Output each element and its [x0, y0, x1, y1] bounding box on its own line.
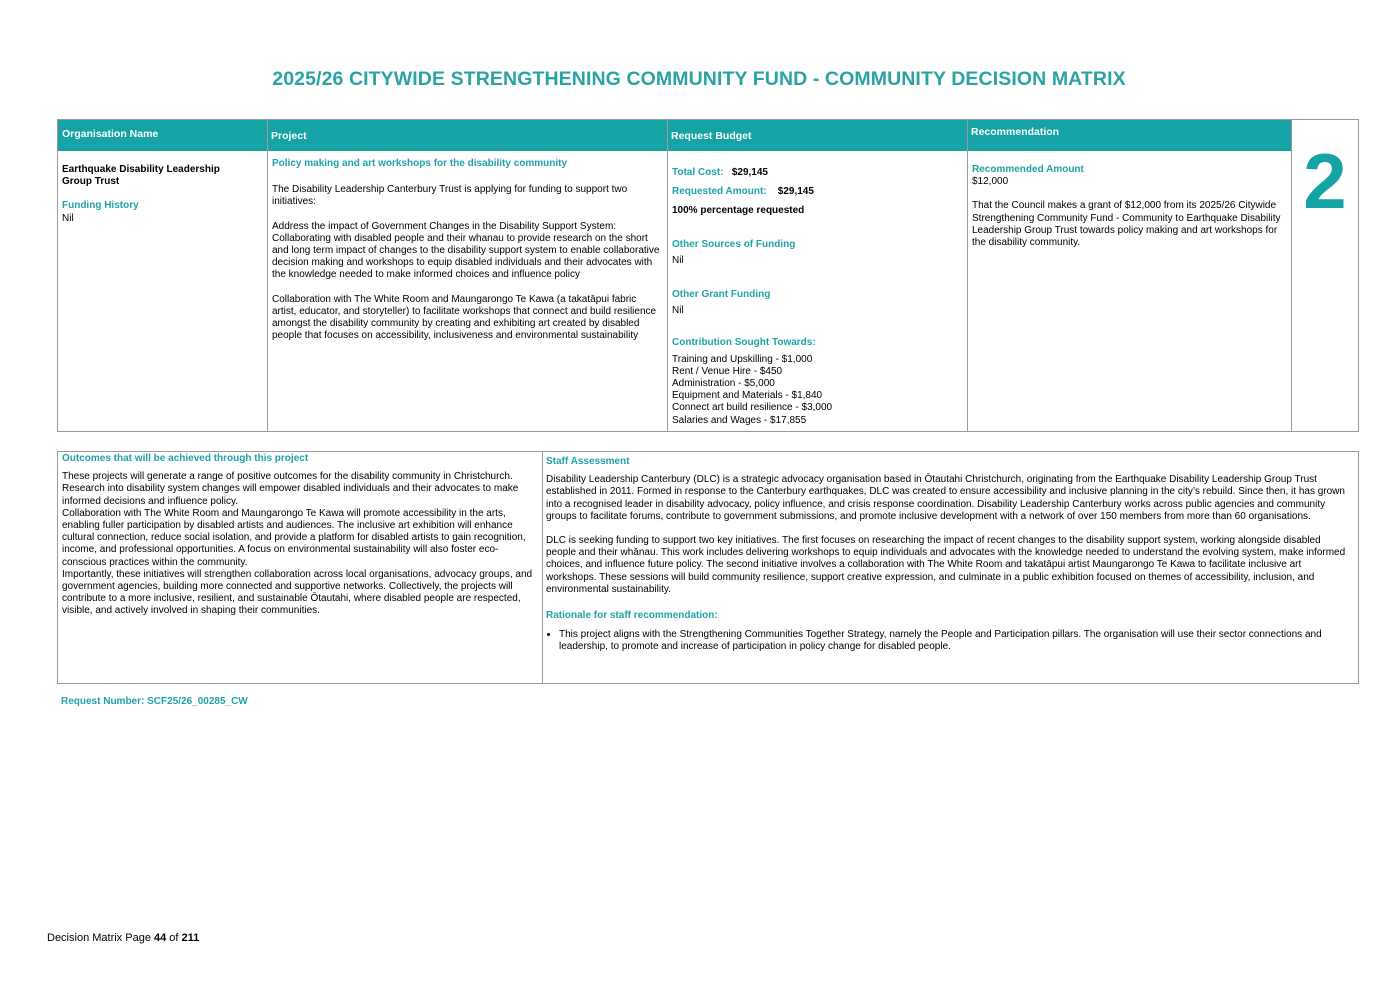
- budget-cell: [668, 151, 967, 431]
- header-recommendation: Recommendation: [967, 120, 1291, 151]
- organisation-name-line2: Group Trust: [62, 176, 120, 188]
- organisation-cell: [58, 151, 267, 431]
- other-sources-label: Other Sources of Funding: [672, 238, 796, 250]
- other-grant-label: Other Grant Funding: [672, 289, 771, 301]
- staff-assessment-cell: [546, 456, 1352, 654]
- staff-assessment-para1: Disability Leadership Canterbury (DLC) is a strategic advocacy organisation based in Ōtautahi Christchurch, originating from the Earthquake Disability Leadership Group Trust established in 2011. Formed in response to the Canterbury earthquakes, DLC was created to ensure accessibility and inclusive planning in the city’s rebuild. Since then, it has grown into a recognised leader in disability advocacy, policy influence, and crisis response coordination. Disability Leadership Canterbury works across public agencies and community groups to facilitate forums, contribute to government submissions, and promote inclusive development with a network of over 150 members from more than 60 organisations.: [546, 474, 1345, 522]
- organisation-name-line1: Earthquake Disability Leadership: [62, 164, 220, 175]
- other-grant-value: Nil: [672, 305, 684, 317]
- percentage-requested: 100% percentage requested: [672, 205, 805, 217]
- contribution-item: Salaries and Wages - $17,855: [672, 414, 807, 426]
- request-number: Request Number: SCF25/26_00285_CW: [61, 696, 248, 707]
- contribution-list: [672, 354, 963, 427]
- outcomes-label: Outcomes that will be achieved through this project: [62, 453, 309, 464]
- recommendation-text: That the Council makes a grant of $12,000 from its 2025/26 Citywide Strengthening Community Fund - Community to Earthquake Disability Leadership Group Trust towards policy making and art workshops for the disability community.: [972, 200, 1281, 249]
- project-para2: Address the impact of Government Changes in the Disability Support System: Collaborating with disabled people and their whanau to provide research on the short and long term impact of changes to the disability support system to enable collaborative decision making and workshops to equip disabled individuals and their advocates with the knowledge needed to make informed choices and influence policy: [272, 220, 660, 281]
- footer-page-number: 44: [154, 932, 167, 944]
- outcomes-para3: Importantly, these initiatives will strengthen collaboration across local organisations, advocacy groups, and government agencies, building more connected and supportive networks. Collectively, the projects will contribute to a more inclusive, resilient, and sustainable Ōtautahi, where disabled people are respected, visible, and actively involved in shaping their communities.: [62, 568, 533, 617]
- funding-history-value: Nil: [62, 212, 74, 224]
- recommended-amount-label: Recommended Amount: [972, 164, 1084, 175]
- contribution-item: Administration - $5,000: [672, 378, 775, 390]
- header-organisation: Organisation Name: [58, 120, 267, 151]
- header-budget: Request Budget: [667, 120, 967, 151]
- contribution-item: Training and Upskilling - $1,000: [672, 353, 813, 365]
- page-footer: [47, 932, 199, 944]
- rationale-list: [546, 629, 1352, 653]
- recommendation-cell: [968, 151, 1291, 431]
- outcomes-para1: These projects will generate a range of positive outcomes for the disability community in Christchurch. Research into disability system changes will empower disabled individuals and their advocates to make informed decisions and influence policy.: [62, 471, 519, 507]
- contribution-label: Contribution Sought Towards:: [672, 337, 816, 349]
- project-para1: The Disability Leadership Canterbury Trust is applying for funding to support two initiatives:: [272, 184, 628, 208]
- total-cost-label: Total Cost:: [672, 167, 724, 178]
- footer-of: of: [166, 932, 182, 944]
- recommended-amount-value: $12,000: [972, 176, 1009, 188]
- outcomes-cell: [62, 453, 536, 618]
- funding-history-label: Funding History: [62, 200, 139, 212]
- staff-assessment-para2: DLC is seeking funding to support two key initiatives. The first focuses on researching the impact of recent changes to the disability support system, working alongside disabled people and their whānau. This work includes delivering workshops to equip individuals and advocates with the knowledge needed to understand the evolving system, make informed choices, and influence future policy. The second initiative involves a collaboration with The White Room and takatāpui artist Maungarongo Te Kawa to facilitate inclusive art workshops. These sessions will build community resilience, support creative expression, and culminate in a public exhibition focused on themes of accessibility, inclusion, and environmental sustainability.: [546, 535, 1346, 595]
- contribution-item: Rent / Venue Hire - $450: [672, 365, 783, 377]
- staff-assessment-label: Staff Assessment: [546, 456, 630, 467]
- requested-amount-label: Requested Amount:: [672, 186, 767, 198]
- footer-total-pages: 211: [181, 932, 200, 944]
- contribution-item: Connect art build resilience - $3,000: [672, 402, 833, 414]
- page-title: 2025/26 CITYWIDE STRENGTHENING COMMUNITY FUND - COMMUNITY DECISION MATRIX: [272, 68, 1126, 90]
- header-project: Project: [267, 120, 667, 151]
- total-cost-value: $29,145: [731, 167, 768, 178]
- decision-table: [57, 119, 1359, 432]
- contribution-item: Equipment and Materials - $1,840: [672, 390, 823, 402]
- rationale-item: • This project aligns with the Strengthening Communities Together Strategy, namely the People and Participation pillars. The organisation will use their sector connections and leadership, to promote and increase of participation in policy change for disabled people.: [559, 629, 1352, 653]
- column-divider: [542, 452, 543, 683]
- priority-number: 2: [1303, 137, 1347, 225]
- requested-amount-value: $29,145: [777, 186, 814, 198]
- footer-prefix: Decision Matrix Page: [47, 932, 154, 944]
- other-sources-value: Nil: [672, 254, 684, 266]
- project-title: Policy making and art workshops for the disability community: [272, 158, 568, 169]
- outcomes-para2: Collaboration with The White Room and Maungarongo Te Kawa will promote accessibility in the arts, enabling fuller participation by disabled artists and audiences. The inclusive art exhibition will enhance cultural connection, reduce social isolation, and provide a platform for disabled artists to gain recognition, income, and professional opportunities. A focus on environmental sustainability will also foster eco-conscious practices within the community.: [62, 507, 526, 568]
- assessment-table: [57, 451, 1359, 684]
- rationale-label: Rationale for staff recommendation:: [546, 610, 718, 622]
- project-para3: Collaboration with The White Room and Maungarongo Te Kawa (a takatāpui fabric artist, educator, and storyteller) to facilitate workshops that connect and build resilience amongst the disability community by creating and exhibiting art created by disabled people that focuses on accessibility, inclusiveness and environmental sustainability: [272, 293, 657, 342]
- project-cell: [268, 151, 667, 431]
